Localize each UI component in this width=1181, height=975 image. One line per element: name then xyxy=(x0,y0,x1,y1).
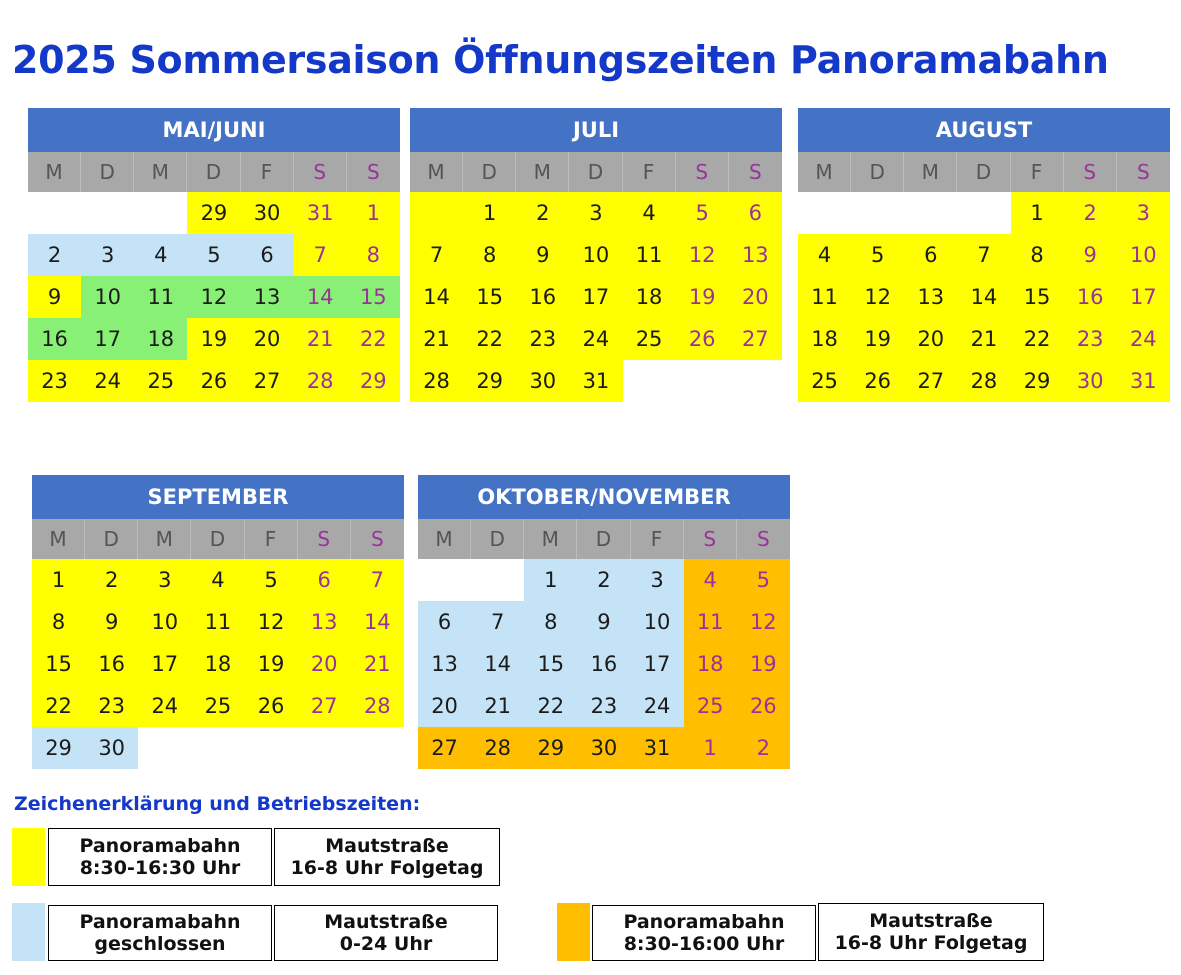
day-cell: 14 xyxy=(294,276,347,318)
day-cell: 29 xyxy=(187,192,240,234)
day-cell: 12 xyxy=(851,276,904,318)
weekday-label: F xyxy=(631,519,684,559)
day-cell: 16 xyxy=(516,276,569,318)
day-cell: 17 xyxy=(138,643,191,685)
day-cell: 21 xyxy=(471,685,524,727)
legend-road-hours: 0-24 Uhr xyxy=(339,933,433,955)
day-cell: 2 xyxy=(28,234,81,276)
weekday-label: D xyxy=(957,152,1010,192)
day-cell: 8 xyxy=(347,234,400,276)
empty-cell xyxy=(798,192,851,234)
weekday-label: S xyxy=(294,152,347,192)
day-cell: 30 xyxy=(516,360,569,402)
page-title: 2025 Sommersaison Öffnungszeiten Panoramabahn xyxy=(12,38,1109,82)
calendar-mai-juni xyxy=(28,108,400,402)
empty-cell xyxy=(623,360,676,402)
day-cell: 20 xyxy=(904,318,957,360)
legend-bahn-hours: 8:30-16:00 Uhr xyxy=(623,933,785,955)
day-cell: 29 xyxy=(32,727,85,769)
empty-cell xyxy=(904,192,957,234)
legend-bahn-label: Panoramabahn xyxy=(79,835,241,857)
day-cell: 2 xyxy=(737,727,790,769)
day-cell: 5 xyxy=(187,234,240,276)
day-cell: 24 xyxy=(81,360,134,402)
day-cell: 11 xyxy=(623,234,676,276)
day-cell: 15 xyxy=(463,276,516,318)
day-cell: 18 xyxy=(798,318,851,360)
day-cell: 12 xyxy=(245,601,298,643)
day-cell: 19 xyxy=(676,276,729,318)
day-grid xyxy=(28,192,400,402)
day-cell: 7 xyxy=(471,601,524,643)
day-cell: 25 xyxy=(684,685,737,727)
day-cell: 11 xyxy=(134,276,187,318)
day-cell: 15 xyxy=(32,643,85,685)
empty-cell xyxy=(351,727,404,769)
day-cell: 30 xyxy=(241,192,294,234)
weekday-label: M xyxy=(904,152,957,192)
legend-road-label: Mautstraße xyxy=(324,911,448,933)
day-cell: 10 xyxy=(631,601,684,643)
weekday-label: S xyxy=(676,152,729,192)
day-cell: 17 xyxy=(81,318,134,360)
legend-road-hours: 16-8 Uhr Folgetag xyxy=(834,932,1028,954)
weekday-label: M xyxy=(418,519,471,559)
day-cell: 16 xyxy=(85,643,138,685)
day-cell: 13 xyxy=(904,276,957,318)
weekday-header-row xyxy=(28,152,400,192)
legend-road-label: Mautstraße xyxy=(869,910,993,932)
day-cell: 25 xyxy=(798,360,851,402)
day-cell: 20 xyxy=(418,685,471,727)
legend-bahn-label: Panoramabahn xyxy=(79,911,241,933)
day-cell: 29 xyxy=(347,360,400,402)
day-cell: 13 xyxy=(241,276,294,318)
weekday-label: M xyxy=(798,152,851,192)
day-cell: 7 xyxy=(410,234,463,276)
day-cell: 19 xyxy=(245,643,298,685)
day-cell: 9 xyxy=(577,601,630,643)
day-cell: 6 xyxy=(729,192,782,234)
legend-bahn-label: Panoramabahn xyxy=(623,911,785,933)
day-cell: 14 xyxy=(957,276,1010,318)
day-cell: 5 xyxy=(737,559,790,601)
weekday-label: S xyxy=(684,519,737,559)
day-cell: 31 xyxy=(631,727,684,769)
day-cell: 21 xyxy=(351,643,404,685)
day-cell: 13 xyxy=(729,234,782,276)
empty-cell xyxy=(851,192,904,234)
day-cell: 26 xyxy=(737,685,790,727)
day-cell: 8 xyxy=(463,234,516,276)
day-cell: 23 xyxy=(1064,318,1117,360)
legend-swatch-yellow xyxy=(12,828,45,886)
day-cell: 23 xyxy=(577,685,630,727)
weekday-label: D xyxy=(851,152,904,192)
day-cell: 28 xyxy=(294,360,347,402)
weekday-label: S xyxy=(366,160,380,184)
day-cell: 3 xyxy=(138,559,191,601)
day-cell: 1 xyxy=(524,559,577,601)
day-cell: 28 xyxy=(957,360,1010,402)
day-cell: 21 xyxy=(294,318,347,360)
empty-cell xyxy=(28,192,81,234)
day-cell: 10 xyxy=(1117,234,1170,276)
month-header: AUGUST xyxy=(798,108,1170,152)
empty-cell xyxy=(298,727,351,769)
day-cell: 12 xyxy=(737,601,790,643)
day-cell: 19 xyxy=(737,643,790,685)
empty-cell xyxy=(471,559,524,601)
day-cell: 7 xyxy=(294,234,347,276)
day-cell: 3 xyxy=(81,234,134,276)
day-cell: 17 xyxy=(569,276,622,318)
day-cell: 15 xyxy=(524,643,577,685)
day-cell: 24 xyxy=(569,318,622,360)
legend-box-road-blue xyxy=(274,905,498,961)
day-cell: 22 xyxy=(463,318,516,360)
day-cell: 15 xyxy=(1011,276,1064,318)
day-cell: 8 xyxy=(524,601,577,643)
empty-cell xyxy=(957,192,1010,234)
day-cell: 15 xyxy=(347,276,400,318)
day-cell: 11 xyxy=(798,276,851,318)
weekday-label: M xyxy=(410,152,463,192)
empty-cell xyxy=(81,192,134,234)
day-cell: 4 xyxy=(623,192,676,234)
day-cell: 16 xyxy=(28,318,81,360)
day-cell: 27 xyxy=(418,727,471,769)
calendar-august xyxy=(798,108,1170,402)
day-cell: 18 xyxy=(623,276,676,318)
legend-road-hours: 16-8 Uhr Folgetag xyxy=(290,857,484,879)
weekday-label: F xyxy=(623,152,676,192)
day-cell: 18 xyxy=(684,643,737,685)
calendar-juli xyxy=(410,108,782,402)
day-cell: 26 xyxy=(187,360,240,402)
day-cell: 4 xyxy=(191,559,244,601)
empty-cell xyxy=(418,559,471,601)
day-cell: 18 xyxy=(191,643,244,685)
day-cell: 10 xyxy=(81,276,134,318)
day-cell: 28 xyxy=(471,727,524,769)
day-cell: 1 xyxy=(347,192,400,234)
weekday-label: M xyxy=(32,519,85,559)
day-cell: 1 xyxy=(463,192,516,234)
day-cell: 2 xyxy=(1064,192,1117,234)
day-cell: 3 xyxy=(569,192,622,234)
weekday-label: D xyxy=(569,152,622,192)
day-cell: 23 xyxy=(28,360,81,402)
weekday-label: D xyxy=(577,519,630,559)
day-cell: 22 xyxy=(347,318,400,360)
weekday-label: M xyxy=(138,519,191,559)
calendar-september xyxy=(32,475,404,769)
legend-bahn-hours: 8:30-16:30 Uhr xyxy=(79,857,241,879)
day-cell: 5 xyxy=(851,234,904,276)
weekday-label: M xyxy=(524,519,577,559)
weekday-header-row xyxy=(32,519,404,559)
day-cell: 25 xyxy=(623,318,676,360)
day-cell: 30 xyxy=(1064,360,1117,402)
day-cell: 22 xyxy=(524,685,577,727)
day-cell: 6 xyxy=(298,559,351,601)
weekday-header-row xyxy=(410,152,782,192)
weekday-header-row xyxy=(798,152,1170,192)
legend-bahn-status: geschlossen xyxy=(94,933,226,955)
day-cell: 20 xyxy=(729,276,782,318)
empty-cell xyxy=(676,360,729,402)
empty-cell xyxy=(134,192,187,234)
day-cell: 2 xyxy=(516,192,569,234)
day-cell: 31 xyxy=(569,360,622,402)
day-cell: 24 xyxy=(138,685,191,727)
day-cell: 12 xyxy=(676,234,729,276)
legend-box-road-yellow xyxy=(274,828,500,886)
day-cell: 14 xyxy=(471,643,524,685)
weekday-label: S xyxy=(298,519,351,559)
day-cell: 9 xyxy=(85,601,138,643)
weekday-label: M xyxy=(134,152,187,192)
legend-box-bahn-orange xyxy=(592,905,816,961)
legend-swatch-orange xyxy=(557,903,590,961)
empty-cell xyxy=(191,727,244,769)
day-cell: 7 xyxy=(351,559,404,601)
weekday-label: S xyxy=(370,527,384,551)
legend-box-road-orange xyxy=(818,903,1044,961)
day-cell: 27 xyxy=(298,685,351,727)
weekday-label: D xyxy=(187,152,240,192)
day-cell: 28 xyxy=(410,360,463,402)
day-cell: 23 xyxy=(85,685,138,727)
weekday-label: M xyxy=(516,152,569,192)
day-cell: 8 xyxy=(1011,234,1064,276)
weekday-label: D xyxy=(81,152,134,192)
day-cell: 12 xyxy=(187,276,240,318)
day-cell: 19 xyxy=(851,318,904,360)
day-grid xyxy=(32,559,404,769)
day-cell: 31 xyxy=(294,192,347,234)
day-cell: 6 xyxy=(904,234,957,276)
day-cell: 6 xyxy=(241,234,294,276)
day-cell: 10 xyxy=(138,601,191,643)
day-cell: 3 xyxy=(631,559,684,601)
day-cell: 13 xyxy=(418,643,471,685)
day-cell: 1 xyxy=(32,559,85,601)
day-cell: 27 xyxy=(241,360,294,402)
day-cell: 17 xyxy=(1117,276,1170,318)
day-cell: 22 xyxy=(32,685,85,727)
weekday-label: D xyxy=(463,152,516,192)
day-cell: 31 xyxy=(1117,360,1170,402)
day-cell: 11 xyxy=(684,601,737,643)
calendar-oktober-november xyxy=(418,475,790,769)
day-grid xyxy=(418,559,790,769)
day-cell: 1 xyxy=(684,727,737,769)
weekday-label: S xyxy=(748,160,762,184)
empty-cell xyxy=(410,192,463,234)
day-cell: 14 xyxy=(351,601,404,643)
day-cell: 10 xyxy=(569,234,622,276)
weekday-label: F xyxy=(245,519,298,559)
day-cell: 4 xyxy=(134,234,187,276)
day-cell: 24 xyxy=(631,685,684,727)
day-cell: 26 xyxy=(676,318,729,360)
weekday-header-row xyxy=(418,519,790,559)
day-cell: 16 xyxy=(577,643,630,685)
day-cell: 26 xyxy=(245,685,298,727)
day-cell: 18 xyxy=(134,318,187,360)
day-cell: 9 xyxy=(28,276,81,318)
month-header: JULI xyxy=(410,108,782,152)
day-cell: 17 xyxy=(631,643,684,685)
weekday-label: S xyxy=(1064,152,1117,192)
legend-box-bahn-blue xyxy=(48,905,272,961)
day-cell: 29 xyxy=(524,727,577,769)
day-cell: 13 xyxy=(298,601,351,643)
day-cell: 14 xyxy=(410,276,463,318)
day-cell: 21 xyxy=(957,318,1010,360)
month-header: OKTOBER/NOVEMBER xyxy=(418,475,790,519)
weekday-label: D xyxy=(191,519,244,559)
day-cell: 9 xyxy=(1064,234,1117,276)
day-cell: 27 xyxy=(904,360,957,402)
day-cell: 20 xyxy=(241,318,294,360)
day-cell: 21 xyxy=(410,318,463,360)
day-cell: 5 xyxy=(676,192,729,234)
day-cell: 11 xyxy=(191,601,244,643)
weekday-label: D xyxy=(85,519,138,559)
day-cell: 23 xyxy=(516,318,569,360)
day-grid xyxy=(410,192,782,402)
day-cell: 30 xyxy=(85,727,138,769)
day-cell: 24 xyxy=(1117,318,1170,360)
month-header: MAI/JUNI xyxy=(28,108,400,152)
day-cell: 4 xyxy=(684,559,737,601)
legend-road-label: Mautstraße xyxy=(325,835,449,857)
day-cell: 7 xyxy=(957,234,1010,276)
weekday-label: M xyxy=(28,152,81,192)
day-cell: 6 xyxy=(418,601,471,643)
day-cell: 8 xyxy=(32,601,85,643)
empty-cell xyxy=(729,360,782,402)
day-cell: 28 xyxy=(351,685,404,727)
day-cell: 2 xyxy=(577,559,630,601)
weekday-label: D xyxy=(471,519,524,559)
weekday-label: F xyxy=(1011,152,1064,192)
weekday-label: F xyxy=(241,152,294,192)
weekday-label: S xyxy=(756,527,770,551)
day-cell: 19 xyxy=(187,318,240,360)
day-cell: 2 xyxy=(85,559,138,601)
empty-cell xyxy=(138,727,191,769)
day-cell: 1 xyxy=(1011,192,1064,234)
day-cell: 3 xyxy=(1117,192,1170,234)
day-cell: 25 xyxy=(134,360,187,402)
day-cell: 29 xyxy=(1011,360,1064,402)
day-cell: 5 xyxy=(245,559,298,601)
day-cell: 16 xyxy=(1064,276,1117,318)
empty-cell xyxy=(245,727,298,769)
day-cell: 22 xyxy=(1011,318,1064,360)
day-cell: 20 xyxy=(298,643,351,685)
day-cell: 30 xyxy=(577,727,630,769)
weekday-label: S xyxy=(1136,160,1150,184)
day-cell: 27 xyxy=(729,318,782,360)
day-grid xyxy=(798,192,1170,402)
day-cell: 4 xyxy=(798,234,851,276)
legend-heading: Zeichenerklärung und Betriebszeiten: xyxy=(14,793,421,815)
day-cell: 26 xyxy=(851,360,904,402)
day-cell: 9 xyxy=(516,234,569,276)
legend-swatch-blue xyxy=(12,903,45,961)
day-cell: 25 xyxy=(191,685,244,727)
day-cell: 29 xyxy=(463,360,516,402)
legend-box-bahn-yellow xyxy=(48,828,272,886)
month-header: SEPTEMBER xyxy=(32,475,404,519)
